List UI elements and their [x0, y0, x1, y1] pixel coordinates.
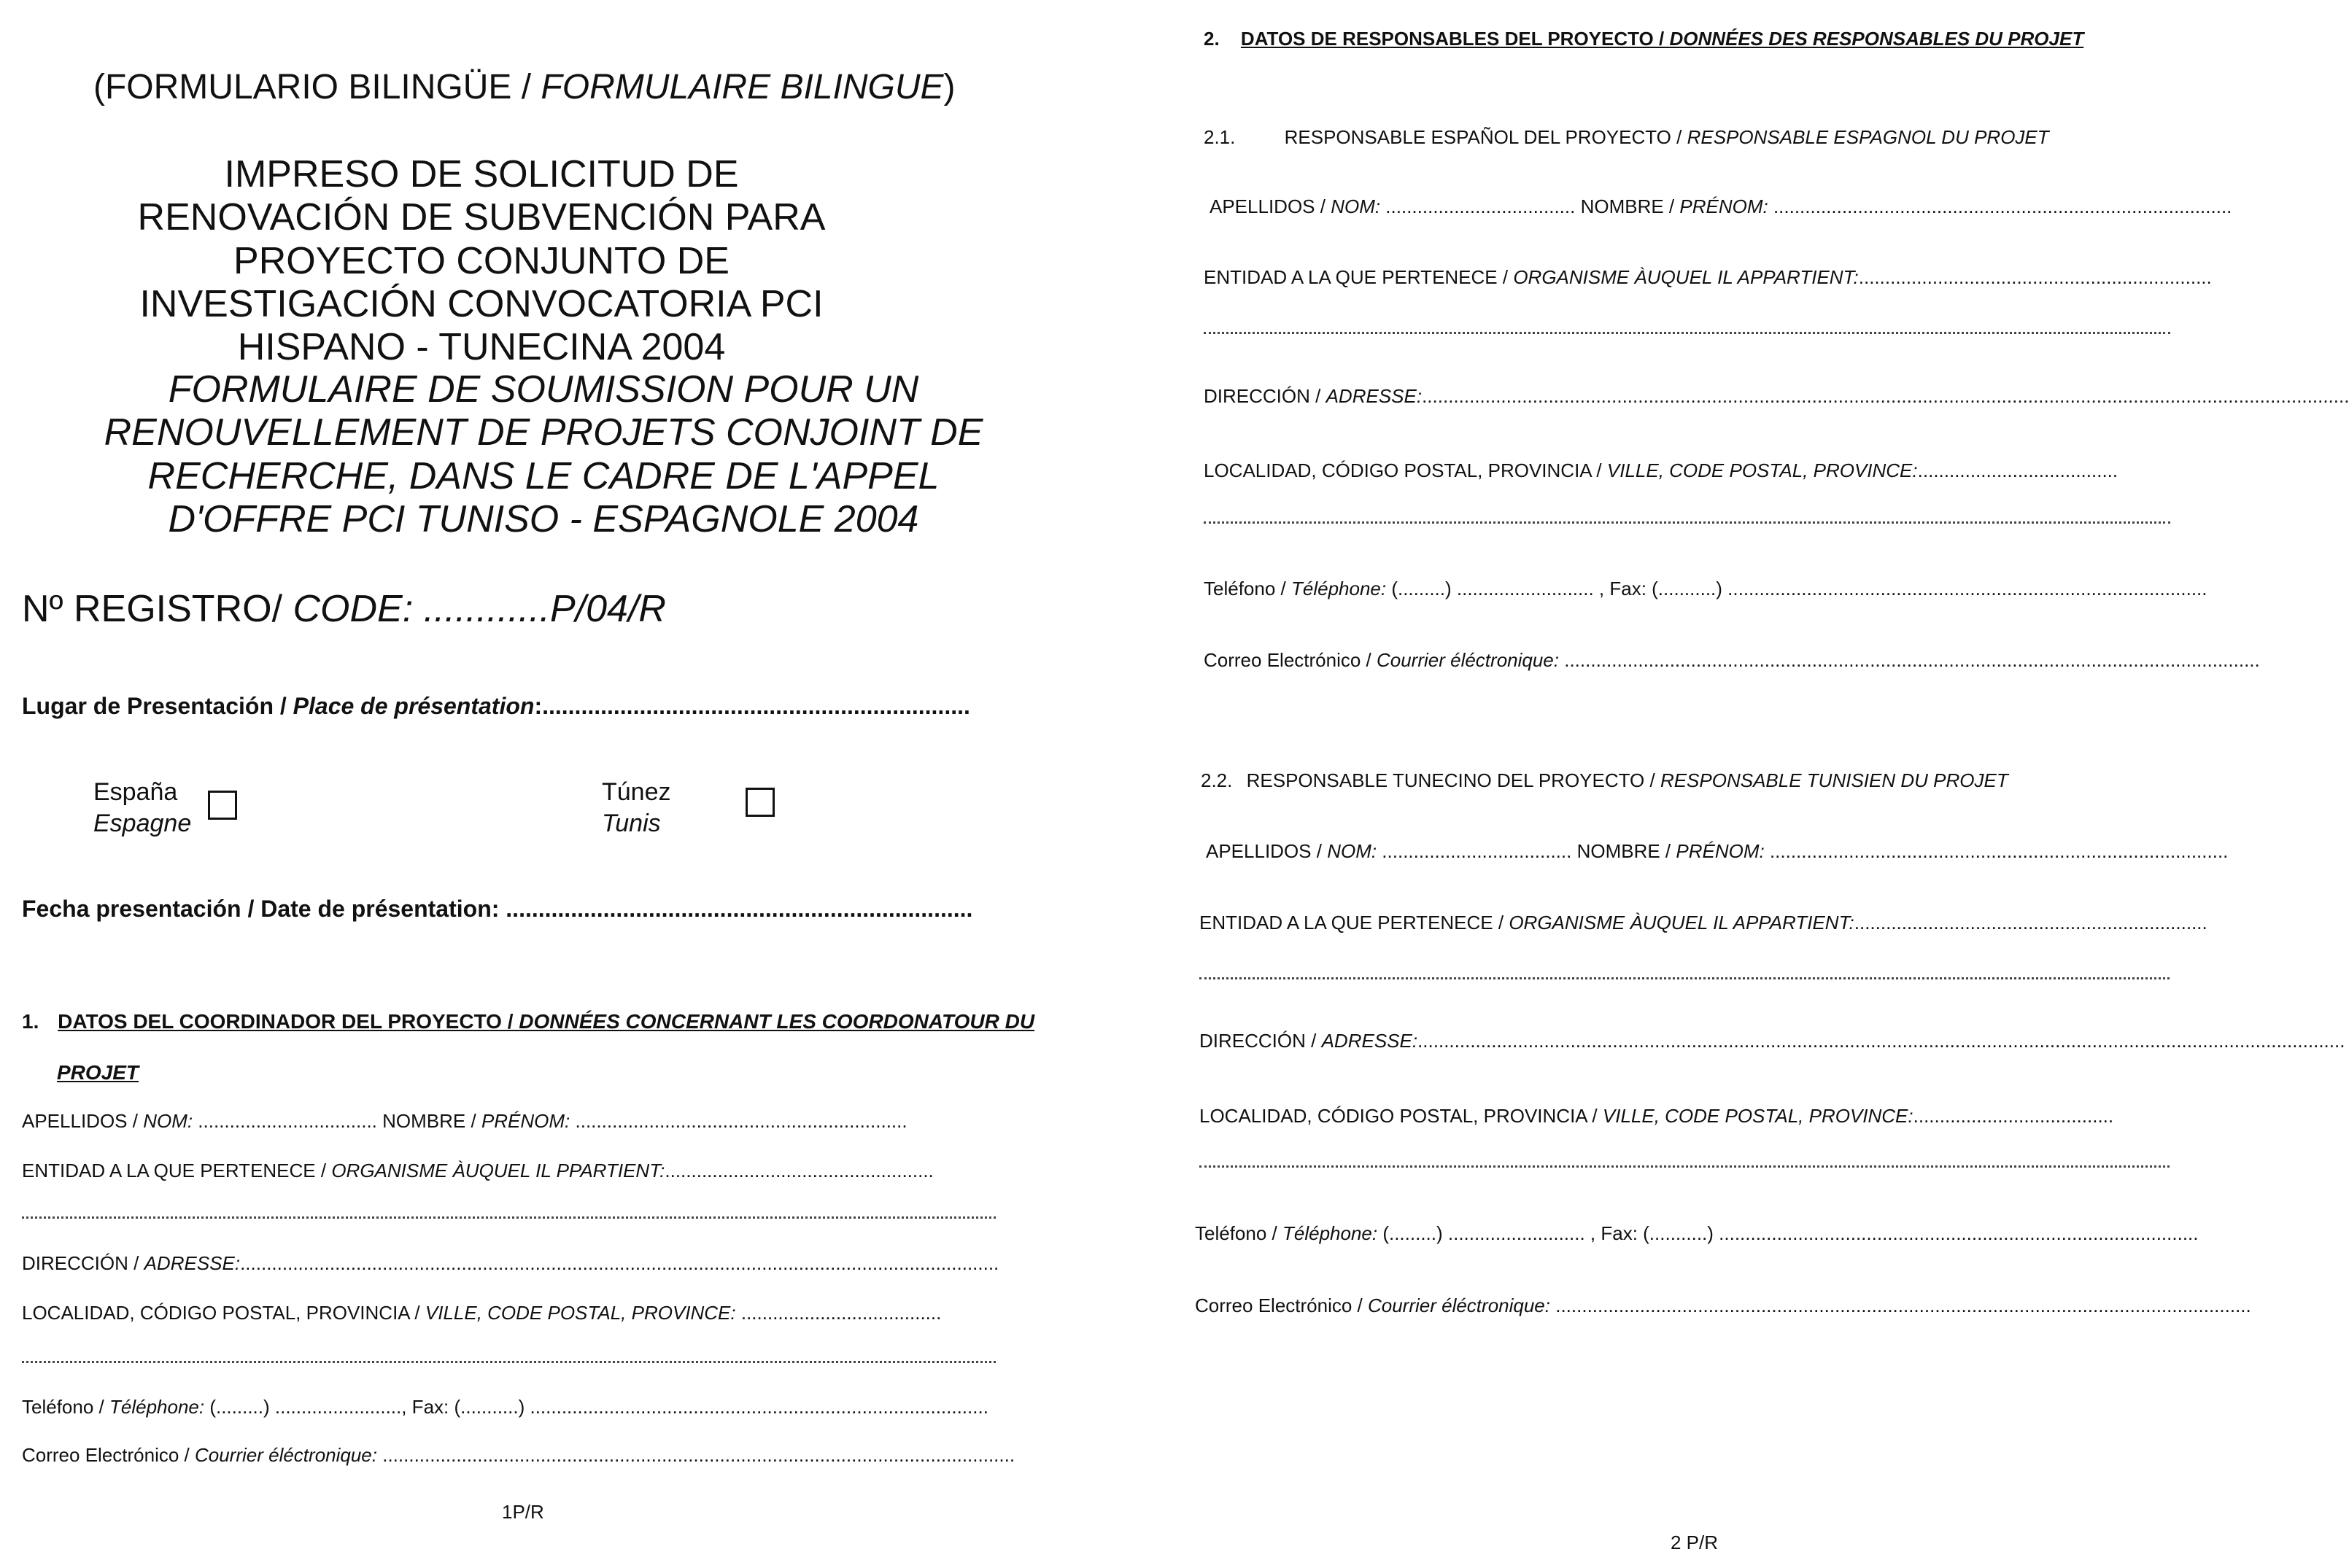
spanish-lead-entity-continuation-line[interactable]: [1204, 332, 2170, 334]
section-2-heading: 2. DATOS DE RESPONSABLES DEL PROYECTO / DONNÉES DES RESPONSABLES DU PROJET: [1204, 28, 2084, 50]
coordinator-name-field[interactable]: NOMBRE / PRÉNOM: ...............................................................: [382, 1110, 908, 1132]
spanish-lead-address-field[interactable]: DIRECCIÓN / ADRESSE:................................................................................................................................................................................: [1204, 385, 2349, 407]
tunisian-lead-locality-field[interactable]: LOCALIDAD, CÓDIGO POSTAL, PROVINCIA / VILLE, CODE POSTAL, PROVINCE:......................................: [1199, 1105, 2114, 1127]
coordinator-phone-fax-field[interactable]: Teléfono / Téléphone: (.........) ........................, Fax: (...........) .......................................................................................: [22, 1396, 988, 1418]
spanish-lead-phone-fax-field[interactable]: Teléfono / Téléphone: (.........) .......................... , Fax: (...........) ...........................................................................................: [1204, 578, 2207, 599]
registration-code: Nº REGISTRO/ CODE: ............P/04/R: [22, 588, 666, 630]
coordinator-entity-continuation-line[interactable]: [22, 1216, 996, 1219]
tunisia-checkbox[interactable]: [746, 788, 775, 817]
title-spanish: IMPRESO DE SOLICITUD DE RENOVACIÓN DE SUBVENCIÓN PARA PROYECTO CONJUNTO DE INVESTIGACIÓN CONVOCATORIA PCI HISPANO - TUNECINA 2004: [137, 153, 826, 369]
subsection-2-2-heading: 2.2. RESPONSABLE TUNECINO DEL PROYECTO / RESPONSABLE TUNISIEN DU PROJET: [1201, 769, 2008, 791]
spanish-lead-entity-field[interactable]: ENTIDAD A LA QUE PERTENECE / ORGANISME ÀUQUEL IL APPARTIENT:...................................................................: [1204, 266, 2212, 288]
section-1-heading: 1. DATOS DEL COORDINADOR DEL PROYECTO / DONNÉES CONCERNANT LES COORDONATOUR DU: [22, 1010, 1035, 1033]
tunisian-lead-locality-continuation-line[interactable]: [1199, 1165, 2170, 1168]
page-number-2: 2 P/R: [1671, 1532, 1719, 1553]
coordinator-surname-field[interactable]: APELLIDOS / NOM: .................................. NOMBRE / PRÉNOM: ...............................................................: [22, 1110, 908, 1132]
tunisian-lead-phone-fax-field[interactable]: Teléfono / Téléphone: (.........) .......................... , Fax: (...........) ...........................................................................................: [1195, 1222, 2199, 1244]
option-tunisia: Túnez Tunis: [602, 778, 671, 837]
tunisian-lead-entity-continuation-line[interactable]: [1199, 977, 2170, 979]
spanish-lead-email-field[interactable]: Correo Electrónico / Courrier éléctronique: ....................................................................................................................................: [1204, 649, 2260, 671]
subsection-2-1-heading: 2.1. RESPONSABLE ESPAÑOL DEL PROYECTO / RESPONSABLE ESPAGNOL DU PROJET: [1204, 126, 2049, 148]
tunisian-lead-address-field[interactable]: DIRECCIÓN / ADRESSE:................................................................................................................................................................................: [1199, 1030, 2345, 1052]
spanish-lead-locality-continuation-line[interactable]: [1204, 521, 2170, 524]
tunisian-lead-entity-field[interactable]: ENTIDAD A LA QUE PERTENECE / ORGANISME ÀUQUEL IL APPARTIENT:...................................................................: [1199, 912, 2207, 934]
option-spain: España Espagne: [93, 778, 192, 837]
title-french: FORMULAIRE DE SOUMISSION POUR UN RENOUVELLEMENT DE PROJETS CONJOINT DE RECHERCHE, DANS LE CADRE DE L'APPEL D'OFFRE PCI TUNISO - ESPAGNOLE 2004: [104, 368, 983, 540]
tunisian-lead-email-field[interactable]: Correo Electrónico / Courrier éléctronique: ....................................................................................................................................: [1195, 1295, 2251, 1316]
coordinator-address-field[interactable]: DIRECCIÓN / ADRESSE:................................................................................................................................................: [22, 1252, 999, 1274]
coordinator-entity-field[interactable]: ENTIDAD A LA QUE PERTENECE / ORGANISME ÀUQUEL IL PPARTIENT:...................................................: [22, 1160, 934, 1181]
tunisian-lead-surname-field[interactable]: APELLIDOS / NOM: .................................... NOMBRE / PRÉNOM: .......................................................................................: [1206, 840, 2229, 862]
place-of-submission-field[interactable]: Lugar de Presentación / Place de présentation:..................................................................: [22, 693, 970, 719]
tunisian-lead-name-field[interactable]: NOMBRE / PRÉNOM: .......................................................................................: [1576, 840, 2229, 862]
submission-date-field[interactable]: Fecha presentación / Date de présentation: ........................................................................: [22, 896, 973, 922]
section-1-heading-continued: PROJET: [57, 1061, 139, 1084]
spanish-lead-name-field[interactable]: NOMBRE / PRÉNOM: .......................................................................................: [1580, 195, 2232, 217]
form-type-title: (FORMULARIO BILINGÜE / FORMULAIRE BILINGUE): [93, 68, 956, 106]
page-number-1: 1P/R: [502, 1501, 544, 1523]
spanish-lead-locality-field[interactable]: LOCALIDAD, CÓDIGO POSTAL, PROVINCIA / VILLE, CODE POSTAL, PROVINCE:......................................: [1204, 459, 2118, 481]
coordinator-email-field[interactable]: Correo Electrónico / Courrier éléctronique: ........................................................................................................................: [22, 1444, 1015, 1466]
coordinator-locality-continuation-line[interactable]: [22, 1361, 996, 1363]
coordinator-locality-field[interactable]: LOCALIDAD, CÓDIGO POSTAL, PROVINCIA / VILLE, CODE POSTAL, PROVINCE: ......................................: [22, 1302, 942, 1324]
spanish-lead-surname-field[interactable]: APELLIDOS / NOM: .................................... NOMBRE / PRÉNOM: .......................................................................................: [1210, 195, 2232, 217]
spain-checkbox[interactable]: [208, 791, 237, 820]
